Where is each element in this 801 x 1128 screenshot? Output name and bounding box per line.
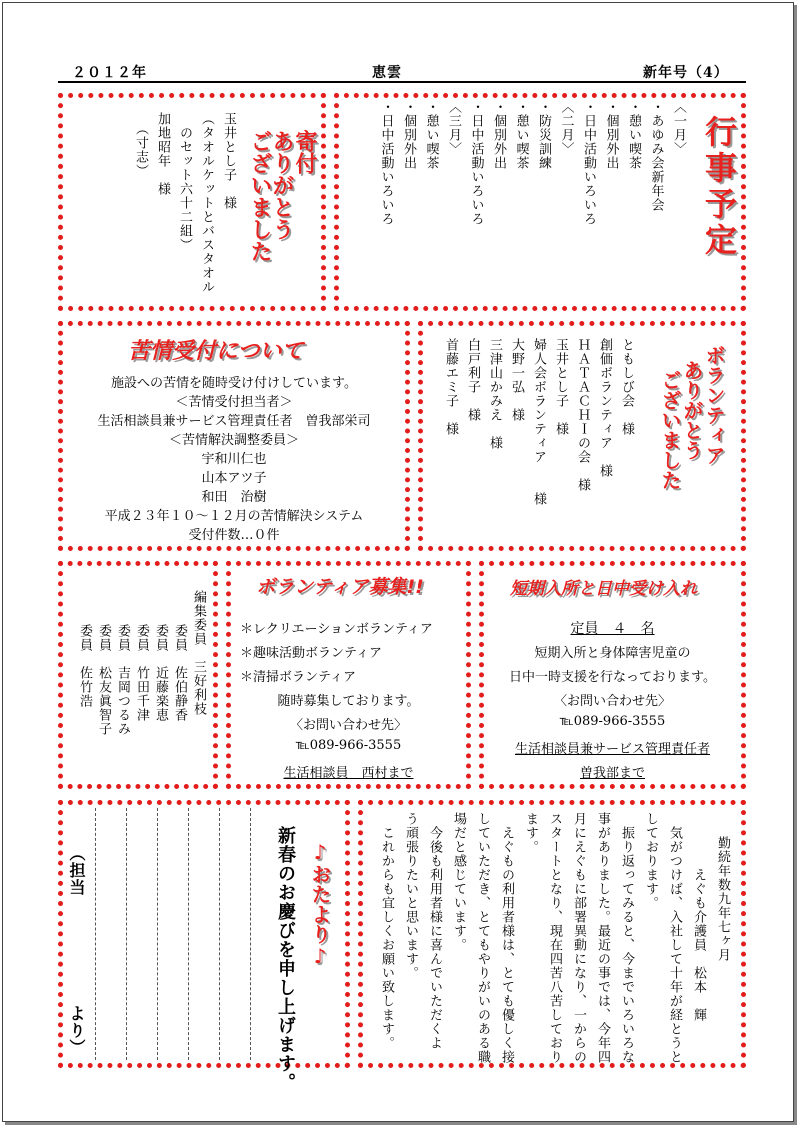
essay-line-6: 事がありました。最近の事では、今年四 [595,812,610,1064]
complaint-line-6: 山本アツ子 [201,471,267,486]
volunteer-line-9: 首藤エミ子 様 [443,338,458,436]
schedule-line-10: ・日中活動いろいろ [468,100,484,226]
essay-line-5: 振り返ってみると、今までいろいろな [619,812,634,1064]
donation-line-5: （寸志） [133,122,148,178]
essay-line-8: スタートとなり、現在四苦八苦しており [547,812,562,1064]
donation-line-1: 玉井とし子 様 [221,112,236,210]
schedule-line-2: ・あゆみ会新年会 [648,100,664,212]
donation-title-1: 寄付 [292,130,317,174]
otayori-box [58,800,350,1068]
schedule-line-6: 〈二月〉 [558,100,574,156]
complaint-line-7: 和田 治樹 [201,490,267,505]
editor-line-6: 委員 松友眞智子 [96,624,111,736]
complaint-line-2: ＜苦情受付担当者＞ [175,395,293,410]
editor-line-1: 編集委員 三好利枝 [191,590,206,716]
volunteer-line-4: 玉井とし子 様 [553,338,568,436]
shortstay-line-2: 日中一時支援を行なっております。 [509,670,716,685]
schedule-line-4: ・個別外出 [603,100,619,170]
donation-line-3: のセット六十二組） [177,112,192,252]
writing-line-1 [95,808,96,1060]
recruit-contact-label: 〈お問い合わせ先〉 [289,718,407,733]
otayori-from-bottom: より） [67,1005,86,1056]
recruit-title: ボランティア募集!! [256,576,424,598]
shortstay-person-2: 曽我部まで [579,766,645,781]
volunteer-line-8: 白戸利子 様 [465,338,480,422]
complaint-line-4: ＜苦情解決調整委員＞ [168,433,299,448]
essay-line-2: えぐも介護員 松本 輝 [691,868,706,1022]
complaint-line-3: 生活相談員兼サービス管理責任者 曽我部栄司 [97,414,371,429]
writing-line-6 [250,808,251,1060]
volunteer-line-2: 創価ボランティア 様 [597,338,612,478]
shortstay-capacity: 定員 ４ 名 [570,621,655,637]
volunteer-thanks-title-3: ございました [658,370,682,490]
donation-line-4: 加地昭年 様 [155,112,170,196]
shortstay-title: 短期入所と日中受け入れ [510,579,697,599]
complaints-title: 苦情受付について [128,339,304,364]
complaint-line-8: 平成２３年１０～１２月の苦情解決システム [104,509,364,524]
complaint-line-9: 受付件数…０件 [188,528,280,543]
donation-line-2: （タオルケットとバスタオル [199,112,214,294]
schedule-line-5: ・日中活動いろいろ [581,100,596,226]
volunteer-line-6: 大野一弘 様 [509,338,524,422]
editor-line-3: 委員 近藤楽恵 [153,624,168,722]
header-issue: 新年号（4） [643,65,729,81]
recruit-item-1: ＊レクリエーションボランティア [240,622,433,637]
editor-line-5: 委員 吉岡つるみ [115,624,130,736]
complaint-line-5: 宇和川仁也 [201,452,267,467]
header-year: ２０１２年 [72,65,147,81]
header-rule [58,81,746,83]
volunteer-line-1: ともしび会 様 [619,338,634,436]
essay-line-9: ます。 [523,812,538,854]
otayori-title: ♪おたより♪ [308,840,332,968]
volunteer-thanks-title-1: ボランティア [702,345,726,465]
essay-line-10: えぐもの利用者様は、とても優しく接 [499,812,514,1064]
schedule-line-1: 〈一月〉 [671,100,686,156]
complaint-line-1: 施設への苦情を随時受け付けしています。 [111,376,357,391]
header-title: 恵雲 [372,65,402,81]
schedule-line-7: ・防災訓練 [536,100,551,170]
recruit-tel: ℡089-966-3555 [295,738,402,753]
essay-line-15: これからも宜しくお願い致します。 [379,812,394,1050]
recruit-note: 随時募集しております。 [277,694,420,709]
essay-line-1: 勤続年数九年七ヶ月 [715,836,730,962]
writing-line-5 [219,808,220,1060]
writing-line-3 [157,808,158,1060]
shortstay-person-1: 生活相談員兼サービス管理責任者 [514,742,710,757]
essay-line-3: 気がつけば、入社して十年が経とうと [667,812,682,1064]
donation-title-3: ございました [247,130,272,262]
shortstay-tel: ℡089-966-3555 [559,714,666,729]
otayori-greeting: 新春のお慶びを申し上げます。 [275,826,296,1092]
schedule-line-11: 〈三月〉 [446,100,461,156]
editor-line-4: 委員 竹田千津 [134,624,149,722]
essay-line-7: 月にえぐもに部署異動になり、一からの [571,812,586,1064]
recruit-person: 生活相談員 西村まで [283,766,414,781]
essay-line-14: う頑張りたいと思います。 [403,812,418,980]
volunteer-line-7: 三津山かみえ 様 [487,338,502,450]
schedule-line-3: ・憩い喫茶 [626,100,641,170]
writing-line-2 [126,808,127,1060]
essay-line-11: していただき、とてもやりがいのある職 [475,812,490,1064]
essay-line-12: 場だと感じています。 [451,812,466,952]
schedule-line-9: ・個別外出 [491,100,506,170]
shortstay-contact-label: 〈お問い合わせ先〉 [553,694,671,709]
volunteer-thanks-title-2: ありがとう [680,360,704,460]
schedule-line-12: ・憩い喫茶 [423,100,439,170]
schedule-line-8: ・憩い喫茶 [513,100,529,170]
essay-line-13: 今後も利用者様に喜んでいただくよ [427,812,442,1050]
donation-title-2: ありがとう [269,130,294,240]
volunteer-line-3: ＨＡＴＡＣＨＩの会 様 [575,338,590,492]
recruit-item-3: ＊清掃ボランティア [240,670,356,685]
volunteer-line-5: 婦人会ボランティア 様 [531,338,546,506]
essay-line-4: しております。 [643,812,658,910]
otayori-from-top: （担当 [67,845,86,896]
recruit-item-2: ＊趣味活動ボランティア [240,646,382,661]
writing-line-4 [188,808,189,1060]
schedule-line-14: ・日中活動いろいろ [378,100,394,226]
shortstay-line-1: 短期入所と身体障害児童の [534,646,691,661]
editor-line-7: 委員 佐竹浩 [77,624,92,708]
schedule-title: 行事予定 [700,115,738,259]
editor-line-2: 委員 佐伯静香 [172,624,187,722]
schedule-line-13: ・個別外出 [401,100,416,170]
